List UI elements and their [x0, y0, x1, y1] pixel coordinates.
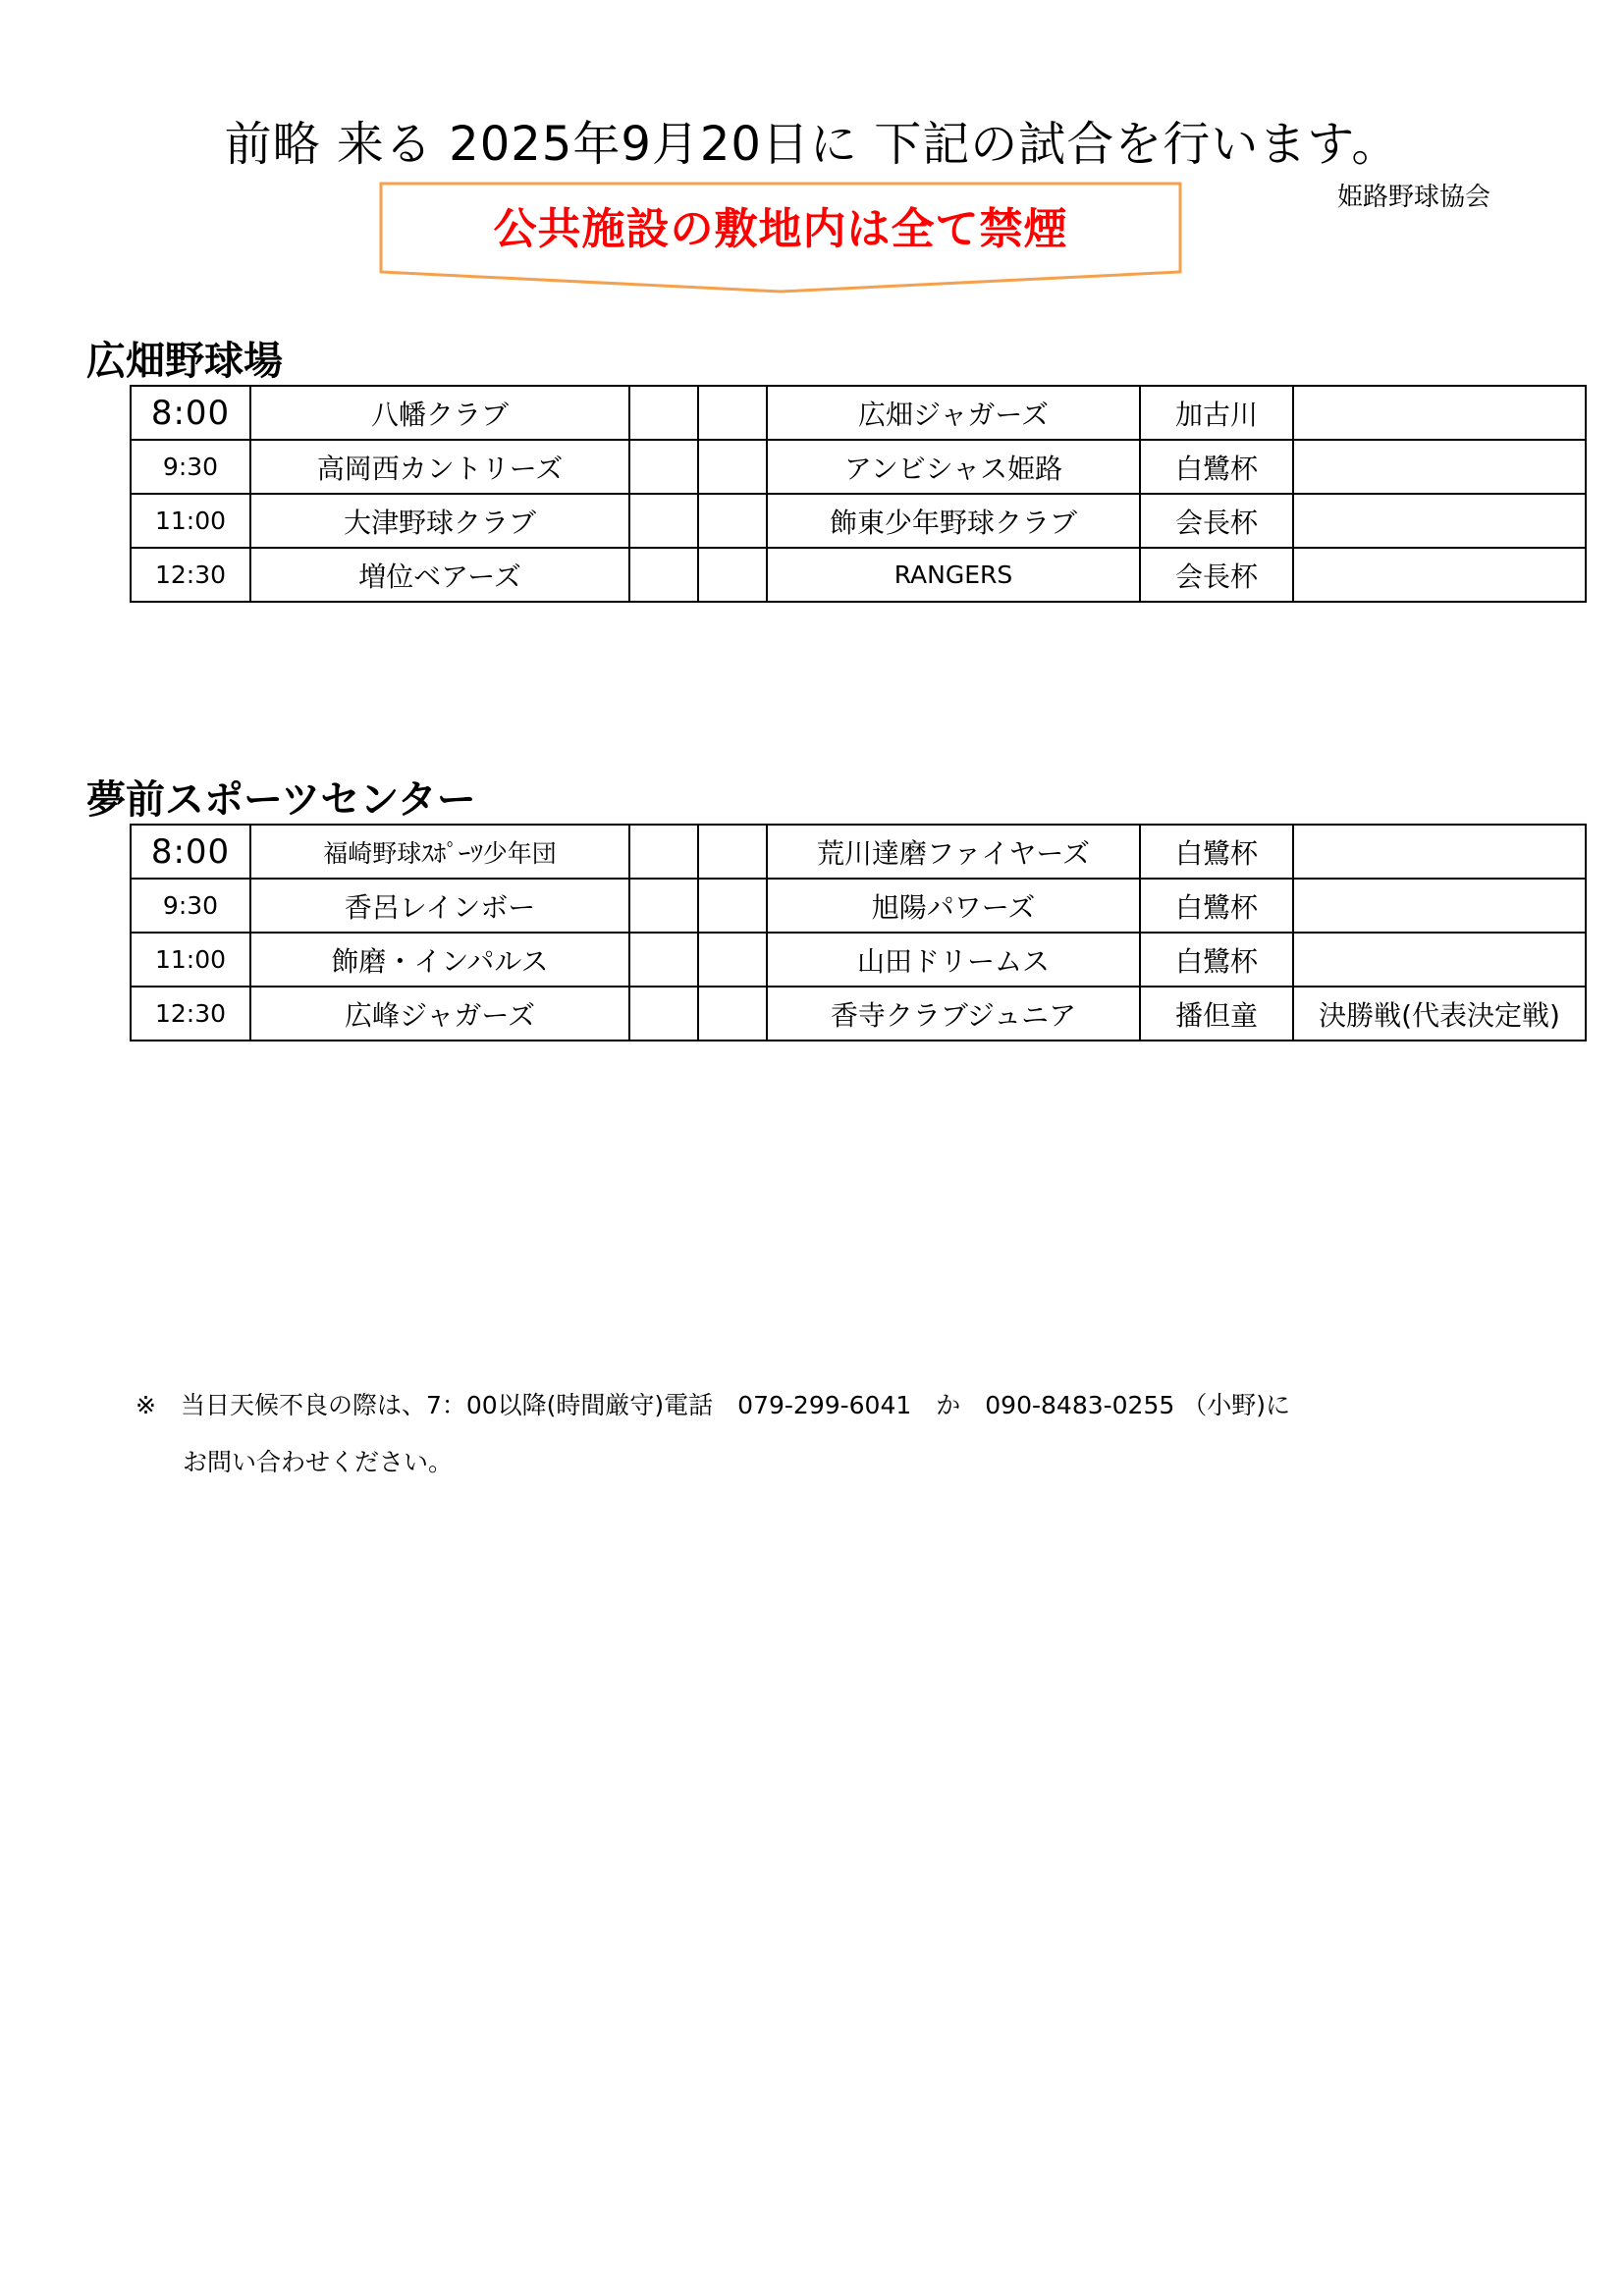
- team-b-cell: 香寺クラブジュニア: [767, 987, 1140, 1041]
- table-row: [131, 933, 1586, 987]
- cup-cell: 会長杯: [1140, 494, 1293, 548]
- team-b-cell: 飾東少年野球クラブ: [767, 494, 1140, 548]
- team-a-cell: 香呂レインボー: [250, 879, 629, 933]
- score-cell: [629, 987, 698, 1041]
- table-row: [131, 825, 1586, 879]
- cup-cell: 白鷺杯: [1140, 825, 1293, 879]
- time-cell: 12:30: [131, 987, 250, 1041]
- organization-name: 姫路野球協会: [1337, 183, 1491, 212]
- cup-cell: 白鷺杯: [1140, 879, 1293, 933]
- schedule-table: [130, 385, 1587, 603]
- cup-cell: 白鷺杯: [1140, 440, 1293, 494]
- venue-title: 夢前スポーツセンター: [86, 777, 476, 823]
- note-cell: [1293, 879, 1586, 933]
- table-row: [131, 440, 1586, 494]
- team-a-cell: 大津野球クラブ: [250, 494, 629, 548]
- team-a-cell: 八幡クラブ: [250, 386, 629, 440]
- team-b-cell: 荒川達磨ファイヤーズ: [767, 825, 1140, 879]
- score-cell: [698, 987, 767, 1041]
- score-cell: [698, 879, 767, 933]
- no-smoking-banner: [379, 182, 1182, 295]
- inquiry-note: お問い合わせください。: [183, 1448, 454, 1476]
- note-cell: 決勝戦(代表決定戦): [1293, 987, 1586, 1041]
- team-b-cell: RANGERS: [767, 548, 1140, 602]
- score-cell: [698, 548, 767, 602]
- score-cell: [698, 494, 767, 548]
- note-cell: [1293, 440, 1586, 494]
- score-cell: [629, 825, 698, 879]
- team-a-cell: 広峰ジャガーズ: [250, 987, 629, 1041]
- note-cell: [1293, 386, 1586, 440]
- score-cell: [629, 879, 698, 933]
- table-row: [131, 879, 1586, 933]
- score-cell: [698, 825, 767, 879]
- score-cell: [629, 933, 698, 987]
- cup-cell: 白鷺杯: [1140, 933, 1293, 987]
- team-a-cell: 増位ベアーズ: [250, 548, 629, 602]
- score-cell: [698, 386, 767, 440]
- note-cell: [1293, 933, 1586, 987]
- team-a-cell: 飾磨・インパルス: [250, 933, 629, 987]
- time-cell: 9:30: [131, 440, 250, 494]
- cup-cell: 会長杯: [1140, 548, 1293, 602]
- cup-cell: 加古川: [1140, 386, 1293, 440]
- note-cell: [1293, 494, 1586, 548]
- score-cell: [629, 548, 698, 602]
- note-cell: [1293, 548, 1586, 602]
- note-cell: [1293, 825, 1586, 879]
- time-cell: 8:00: [131, 825, 250, 879]
- weather-note: ※ 当日天候不良の際は、7：00以降(時間厳守)電話 079-299-6041 か 090-8483-0255 （小野)に: [135, 1391, 1290, 1419]
- score-cell: [698, 933, 767, 987]
- team-a-cell: 福崎野球ｽﾎﾟｰﾂ少年団: [250, 825, 629, 879]
- score-cell: [698, 440, 767, 494]
- no-smoking-notice: 公共施設の敷地内は全て禁煙: [493, 204, 1068, 254]
- team-b-cell: 旭陽パワーズ: [767, 879, 1140, 933]
- time-cell: 8:00: [131, 386, 250, 440]
- page-title: 前略 来る 2025年9月20日に 下記の試合を行います。: [224, 117, 1400, 172]
- time-cell: 12:30: [131, 548, 250, 602]
- score-cell: [629, 440, 698, 494]
- score-cell: [629, 386, 698, 440]
- table-row: [131, 548, 1586, 602]
- table-row: [131, 494, 1586, 548]
- team-b-cell: 広畑ジャガーズ: [767, 386, 1140, 440]
- score-cell: [629, 494, 698, 548]
- schedule-table: [130, 824, 1587, 1041]
- team-a-cell: 高岡西カントリーズ: [250, 440, 629, 494]
- table-row: [131, 386, 1586, 440]
- team-b-cell: アンビシャス姫路: [767, 440, 1140, 494]
- table-row: [131, 987, 1586, 1041]
- venue-title: 広畑野球場: [86, 339, 283, 384]
- time-cell: 11:00: [131, 494, 250, 548]
- time-cell: 11:00: [131, 933, 250, 987]
- cup-cell: 播但童: [1140, 987, 1293, 1041]
- team-b-cell: 山田ドリームス: [767, 933, 1140, 987]
- time-cell: 9:30: [131, 879, 250, 933]
